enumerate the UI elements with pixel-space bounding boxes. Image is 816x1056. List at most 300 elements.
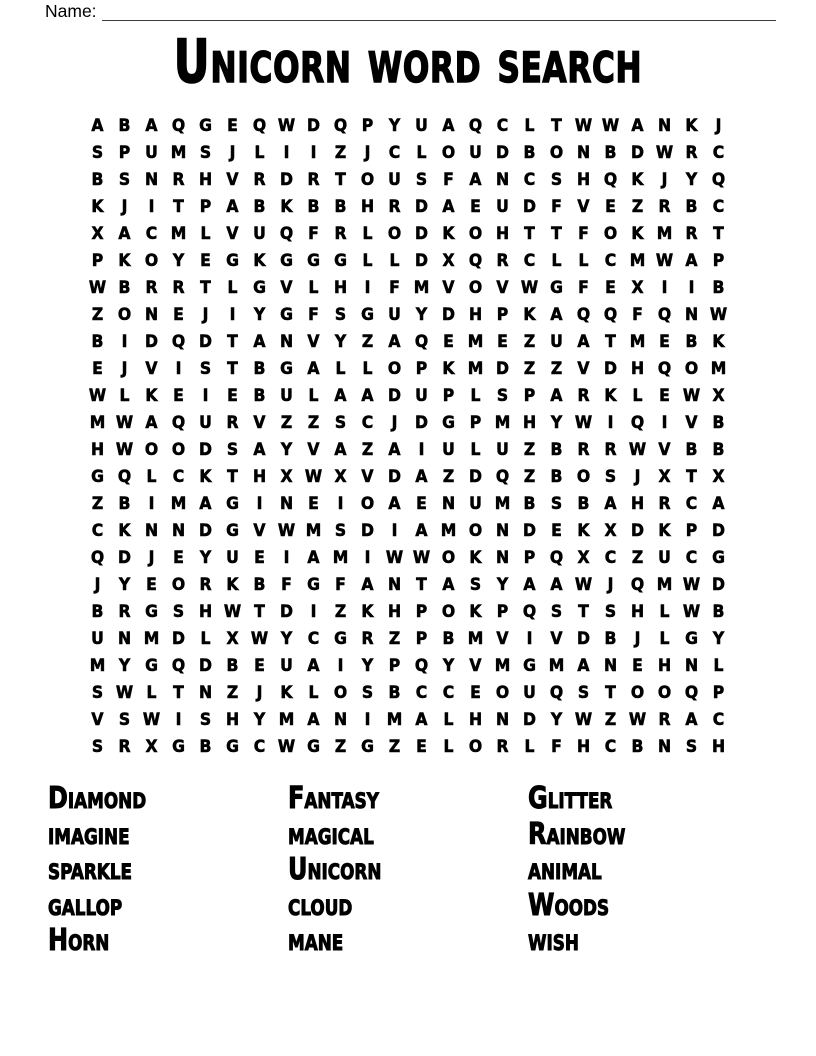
grid-letter-r22-c1: S — [91, 682, 104, 703]
grid-letter-r20-c16: V — [496, 628, 509, 649]
word-list-column-3 — [528, 781, 768, 959]
word-item-horn: Horn — [48, 923, 110, 959]
grid-letter-r22-c19: S — [577, 682, 590, 703]
grid-letter-r2-c10: Z — [334, 142, 347, 163]
grid-letter-r1-c15: Q — [468, 115, 483, 136]
grid-letter-r10-c20: D — [604, 358, 617, 379]
grid-letter-r2-c9: I — [310, 142, 317, 163]
grid-letter-r10-c12: O — [387, 358, 402, 379]
grid-letter-r18-c13: T — [416, 574, 427, 595]
grid-letter-r6-c20: C — [604, 250, 617, 271]
grid-letter-r10-c8: G — [280, 358, 293, 379]
grid-letter-r4-c15: E — [470, 196, 481, 217]
grid-letter-r17-c24: G — [712, 547, 725, 568]
grid-letter-r11-c7: B — [253, 385, 266, 406]
grid-letter-r2-c11: J — [364, 142, 371, 163]
name-label: Name: — [45, 1, 97, 21]
grid-letter-r22-c10: O — [333, 682, 348, 703]
grid-letter-r8-c8: G — [280, 304, 293, 325]
grid-letter-r23-c7: Y — [253, 709, 266, 730]
grid-letter-r20-c18: V — [550, 628, 563, 649]
grid-letter-r10-c5: S — [199, 358, 212, 379]
grid-letter-r12-c19: W — [574, 412, 593, 433]
grid-letter-r2-c15: U — [469, 142, 482, 163]
grid-letter-r16-c16: N — [495, 520, 510, 541]
grid-letter-r5-c4: M — [170, 223, 187, 244]
grid-letter-r24-c24: H — [711, 736, 726, 757]
grid-letter-r13-c9: V — [307, 439, 320, 460]
grid-letter-r20-c2: N — [117, 628, 132, 649]
grid-letter-r17-c3: J — [148, 547, 155, 568]
page-title: Unicorn word search — [173, 27, 643, 97]
grid-letter-r24-c4: G — [172, 736, 185, 757]
grid-letter-r23-c8: M — [278, 709, 295, 730]
grid-letter-r20-c3: M — [143, 628, 160, 649]
grid-letter-r4-c12: R — [388, 196, 401, 217]
grid-letter-r16-c11: D — [361, 520, 374, 541]
grid-letter-r3-c17: C — [523, 169, 536, 190]
grid-letter-r13-c10: A — [334, 439, 347, 460]
grid-letter-r4-c3: I — [148, 196, 155, 217]
grid-letter-r17-c18: Q — [549, 547, 564, 568]
grid-letter-r14-c19: O — [576, 466, 591, 487]
grid-letter-r6-c19: L — [578, 250, 589, 271]
grid-letter-r9-c4: Q — [171, 331, 186, 352]
grid-letter-r4-c5: P — [199, 196, 212, 217]
grid-letter-r13-c3: O — [144, 439, 159, 460]
grid-letter-r1-c19: W — [574, 115, 593, 136]
grid-letter-r14-c14: Z — [442, 466, 455, 487]
grid-letter-r1-c20: W — [601, 115, 620, 136]
grid-letter-r9-c3: D — [145, 331, 158, 352]
grid-letter-r4-c23: B — [685, 196, 698, 217]
grid-letter-r8-c6: I — [229, 304, 236, 325]
grid-letter-r5-c18: T — [551, 223, 562, 244]
grid-letter-r9-c17: Z — [523, 331, 536, 352]
grid-letter-r12-c17: H — [522, 412, 537, 433]
grid-letter-r21-c22: H — [657, 655, 672, 676]
grid-letter-r18-c5: R — [199, 574, 212, 595]
grid-letter-r11-c5: I — [202, 385, 209, 406]
grid-letter-r12-c4: Q — [171, 412, 186, 433]
grid-letter-r14-c4: C — [172, 466, 185, 487]
grid-letter-r22-c11: S — [361, 682, 374, 703]
grid-letter-r5-c16: H — [495, 223, 510, 244]
word-item-fantasy: Fantasy — [288, 781, 379, 816]
grid-letter-r5-c19: F — [578, 223, 589, 244]
grid-letter-r4-c1: K — [91, 196, 104, 217]
grid-letter-r20-c13: P — [415, 628, 428, 649]
grid-letter-r22-c12: B — [388, 682, 401, 703]
grid-letter-r13-c19: R — [577, 439, 590, 460]
grid-letter-r16-c17: D — [523, 520, 536, 541]
grid-letter-r18-c14: A — [442, 574, 455, 595]
grid-letter-r9-c1: B — [91, 331, 104, 352]
grid-letter-r14-c5: K — [199, 466, 212, 487]
grid-letter-r4-c24: C — [712, 196, 725, 217]
grid-letter-r9-c24: K — [712, 331, 725, 352]
word-item-magical: magical — [288, 816, 374, 852]
grid-letter-r4-c10: B — [334, 196, 347, 217]
grid-letter-r15-c3: I — [148, 493, 155, 514]
grid-letter-r20-c6: X — [226, 628, 239, 649]
grid-letter-r7-c6: L — [227, 277, 238, 298]
grid-letter-r13-c2: W — [115, 439, 134, 460]
grid-letter-r14-c11: V — [361, 466, 374, 487]
grid-letter-r11-c2: L — [119, 385, 130, 406]
grid-letter-r7-c23: I — [688, 277, 695, 298]
grid-letter-r14-c13: A — [415, 466, 428, 487]
grid-letter-r11-c1: W — [88, 385, 107, 406]
grid-letter-r24-c6: G — [226, 736, 239, 757]
grid-letter-r11-c3: K — [145, 385, 158, 406]
grid-letter-r8-c22: Q — [657, 304, 672, 325]
grid-letter-r17-c4: E — [173, 547, 184, 568]
grid-letter-r3-c15: A — [469, 169, 482, 190]
grid-letter-r10-c1: E — [92, 358, 103, 379]
grid-letter-r14-c22: X — [658, 466, 671, 487]
grid-letter-r10-c16: D — [496, 358, 509, 379]
grid-letter-r11-c22: E — [659, 385, 670, 406]
grid-letter-r18-c17: A — [523, 574, 536, 595]
word-item-rainbow: Rainbow — [528, 816, 626, 852]
grid-letter-r5-c20: O — [603, 223, 618, 244]
grid-letter-r23-c18: Y — [550, 709, 563, 730]
grid-letter-r15-c5: A — [199, 493, 212, 514]
grid-letter-r9-c5: D — [199, 331, 212, 352]
grid-letter-r8-c10: S — [334, 304, 347, 325]
grid-letter-r16-c3: N — [144, 520, 159, 541]
grid-letter-r7-c7: G — [253, 277, 266, 298]
grid-letter-r2-c8: I — [283, 142, 290, 163]
grid-letter-r15-c24: A — [712, 493, 725, 514]
grid-letter-r24-c7: C — [253, 736, 266, 757]
grid-letter-r17-c8: I — [283, 547, 290, 568]
grid-letter-r1-c16: C — [496, 115, 509, 136]
grid-letter-r21-c19: A — [577, 655, 590, 676]
grid-letter-r24-c16: R — [496, 736, 509, 757]
grid-letter-r21-c18: M — [548, 655, 565, 676]
grid-letter-r24-c20: C — [604, 736, 617, 757]
grid-letter-r20-c24: Y — [712, 628, 725, 649]
grid-letter-r22-c18: Q — [549, 682, 564, 703]
grid-letter-r12-c15: P — [469, 412, 482, 433]
grid-letter-r21-c1: M — [89, 655, 106, 676]
grid-letter-r24-c15: O — [468, 736, 483, 757]
grid-letter-r8-c11: G — [361, 304, 374, 325]
grid-letter-r17-c2: D — [118, 547, 131, 568]
grid-letter-r4-c22: R — [658, 196, 671, 217]
grid-letter-r17-c14: O — [441, 547, 456, 568]
grid-letter-r13-c17: Z — [523, 439, 536, 460]
grid-letter-r14-c20: S — [604, 466, 617, 487]
grid-letter-r19-c18: S — [550, 601, 563, 622]
grid-letter-r5-c12: O — [387, 223, 402, 244]
grid-letter-r22-c20: T — [605, 682, 616, 703]
grid-letter-r1-c3: A — [145, 115, 158, 136]
word-list-column-1 — [48, 781, 288, 959]
grid-letter-r4-c21: Z — [631, 196, 644, 217]
grid-letter-r9-c16: E — [497, 331, 508, 352]
grid-letter-r21-c16: M — [494, 655, 511, 676]
grid-letter-r7-c4: R — [172, 277, 185, 298]
grid-letter-r1-c21: A — [631, 115, 644, 136]
grid-letter-r23-c4: I — [175, 709, 182, 730]
grid-letter-r14-c2: Q — [117, 466, 132, 487]
grid-letter-r7-c3: R — [145, 277, 158, 298]
grid-letter-r9-c2: I — [121, 331, 128, 352]
grid-letter-r3-c20: Q — [603, 169, 618, 190]
grid-letter-r11-c13: U — [415, 385, 428, 406]
grid-letter-r6-c17: C — [523, 250, 536, 271]
grid-letter-r9-c8: N — [279, 331, 294, 352]
grid-letter-r9-c6: T — [227, 331, 238, 352]
grid-letter-r13-c4: O — [171, 439, 186, 460]
grid-letter-r14-c8: X — [280, 466, 293, 487]
grid-letter-r5-c6: V — [226, 223, 239, 244]
grid-letter-r15-c13: E — [416, 493, 427, 514]
grid-letter-r12-c8: Z — [280, 412, 293, 433]
grid-letter-r9-c22: E — [659, 331, 670, 352]
grid-letter-r23-c15: H — [468, 709, 483, 730]
grid-letter-r7-c14: V — [442, 277, 455, 298]
grid-letter-r5-c11: L — [362, 223, 373, 244]
grid-letter-r7-c16: V — [496, 277, 509, 298]
grid-letter-r17-c6: U — [226, 547, 239, 568]
grid-letter-r10-c19: V — [577, 358, 590, 379]
grid-letter-r7-c15: O — [468, 277, 483, 298]
grid-letter-r24-c18: F — [551, 736, 562, 757]
grid-letter-r17-c16: N — [495, 547, 510, 568]
grid-letter-r4-c9: B — [307, 196, 320, 217]
grid-letter-r12-c22: I — [661, 412, 668, 433]
grid-letter-r16-c1: C — [91, 520, 104, 541]
grid-letter-r20-c5: L — [200, 628, 211, 649]
grid-letter-r11-c23: W — [682, 385, 701, 406]
grid-letter-r18-c21: Q — [630, 574, 645, 595]
word-item-mane: mane — [288, 923, 344, 959]
grid-letter-r1-c13: U — [415, 115, 428, 136]
grid-letter-r2-c4: M — [170, 142, 187, 163]
grid-letter-r6-c18: L — [551, 250, 562, 271]
grid-letter-r20-c11: R — [361, 628, 374, 649]
grid-letter-r16-c21: D — [631, 520, 644, 541]
grid-letter-r19-c7: T — [254, 601, 265, 622]
grid-letter-r21-c4: Q — [171, 655, 186, 676]
grid-letter-r21-c21: E — [632, 655, 643, 676]
grid-letter-r22-c24: P — [712, 682, 725, 703]
grid-letter-r21-c7: E — [254, 655, 265, 676]
grid-letter-r12-c3: A — [145, 412, 158, 433]
grid-letter-r15-c8: N — [279, 493, 294, 514]
grid-letter-r3-c14: F — [443, 169, 454, 190]
grid-letter-r17-c20: C — [604, 547, 617, 568]
grid-letter-r5-c22: M — [656, 223, 673, 244]
grid-letter-r24-c2: R — [118, 736, 131, 757]
grid-letter-r7-c19: F — [578, 277, 589, 298]
grid-letter-r15-c20: A — [604, 493, 617, 514]
grid-letter-r14-c18: B — [550, 466, 563, 487]
grid-letter-r11-c21: L — [632, 385, 643, 406]
grid-letter-r22-c16: O — [495, 682, 510, 703]
grid-letter-r16-c7: V — [253, 520, 266, 541]
grid-letter-r13-c16: U — [496, 439, 509, 460]
grid-letter-r10-c17: Z — [523, 358, 536, 379]
grid-letter-r2-c16: D — [496, 142, 509, 163]
grid-letter-r23-c11: I — [364, 709, 371, 730]
grid-letter-r22-c2: W — [115, 682, 134, 703]
grid-letter-r21-c5: D — [199, 655, 212, 676]
grid-letter-r11-c16: S — [496, 385, 509, 406]
grid-letter-r17-c22: U — [658, 547, 671, 568]
grid-letter-r14-c23: T — [686, 466, 697, 487]
grid-letter-r6-c21: M — [629, 250, 646, 271]
grid-letter-r18-c15: S — [469, 574, 482, 595]
word-list-column-2 — [288, 781, 528, 959]
grid-letter-r18-c11: A — [361, 574, 374, 595]
grid-letter-r23-c13: A — [415, 709, 428, 730]
grid-letter-r11-c11: A — [361, 385, 374, 406]
grid-letter-r22-c21: O — [630, 682, 645, 703]
grid-letter-r7-c18: G — [550, 277, 563, 298]
grid-letter-r9-c7: A — [253, 331, 266, 352]
grid-letter-r3-c2: S — [118, 169, 131, 190]
grid-letter-r22-c3: L — [146, 682, 157, 703]
grid-letter-r22-c15: E — [470, 682, 481, 703]
grid-letter-r7-c12: F — [389, 277, 400, 298]
grid-letter-r17-c12: W — [385, 547, 404, 568]
grid-letter-r1-c4: Q — [171, 115, 186, 136]
grid-letter-r6-c16: R — [496, 250, 509, 271]
grid-letter-r22-c7: J — [256, 682, 263, 703]
grid-letter-r19-c14: O — [441, 601, 456, 622]
grid-letter-r5-c23: R — [685, 223, 698, 244]
grid-letter-r21-c6: B — [226, 655, 239, 676]
grid-letter-r13-c18: B — [550, 439, 563, 460]
grid-letter-r13-c21: W — [628, 439, 647, 460]
grid-letter-r14-c3: L — [146, 466, 157, 487]
grid-letter-r7-c13: M — [413, 277, 430, 298]
grid-letter-r8-c15: H — [468, 304, 483, 325]
grid-letter-r21-c13: Q — [414, 655, 429, 676]
grid-letter-r9-c9: V — [307, 331, 320, 352]
grid-letter-r2-c5: S — [199, 142, 212, 163]
grid-letter-r6-c1: P — [91, 250, 104, 271]
grid-letter-r8-c18: A — [550, 304, 563, 325]
grid-letter-r6-c3: O — [144, 250, 159, 271]
grid-letter-r17-c13: W — [412, 547, 431, 568]
grid-letter-r12-c16: M — [494, 412, 511, 433]
grid-letter-r19-c22: L — [659, 601, 670, 622]
grid-letter-r7-c5: T — [200, 277, 211, 298]
grid-letter-r17-c10: M — [332, 547, 349, 568]
grid-letter-r11-c6: E — [227, 385, 238, 406]
grid-letter-r13-c5: D — [199, 439, 212, 460]
grid-letter-r5-c8: Q — [279, 223, 294, 244]
grid-letter-r19-c17: Q — [522, 601, 537, 622]
grid-letter-r21-c23: N — [684, 655, 699, 676]
grid-letter-r19-c23: W — [682, 601, 701, 622]
grid-letter-r5-c2: A — [118, 223, 131, 244]
grid-letter-r1-c22: N — [657, 115, 672, 136]
grid-letter-r9-c20: T — [605, 331, 616, 352]
grid-letter-r18-c9: G — [307, 574, 320, 595]
grid-letter-r15-c7: I — [256, 493, 263, 514]
grid-letter-r17-c15: K — [469, 547, 482, 568]
grid-letter-r24-c17: L — [524, 736, 535, 757]
grid-letter-r6-c22: W — [655, 250, 674, 271]
grid-letter-r6-c12: L — [389, 250, 400, 271]
grid-letter-r3-c24: Q — [711, 169, 726, 190]
grid-letter-r18-c2: Y — [118, 574, 131, 595]
grid-letter-r18-c23: W — [682, 574, 701, 595]
grid-letter-r22-c4: T — [173, 682, 184, 703]
word-list — [48, 781, 768, 959]
grid-letter-r20-c4: D — [172, 628, 185, 649]
grid-letter-r6-c24: P — [712, 250, 725, 271]
grid-letter-r16-c5: D — [199, 520, 212, 541]
grid-letter-r5-c5: L — [200, 223, 211, 244]
grid-letter-r2-c1: S — [91, 142, 104, 163]
grid-letter-r10-c24: M — [710, 358, 727, 379]
grid-letter-r21-c3: G — [145, 655, 158, 676]
grid-letter-r23-c5: S — [199, 709, 212, 730]
grid-letter-r20-c22: L — [659, 628, 670, 649]
grid-letter-r4-c2: J — [121, 196, 128, 217]
grid-letter-r12-c1: M — [89, 412, 106, 433]
grid-letter-r8-c24: W — [709, 304, 728, 325]
grid-letter-r22-c6: Z — [226, 682, 239, 703]
grid-letter-r21-c12: P — [388, 655, 401, 676]
grid-letter-r5-c14: K — [442, 223, 455, 244]
grid-letter-r11-c19: R — [577, 385, 590, 406]
grid-letter-r6-c9: G — [307, 250, 320, 271]
grid-letter-r13-c24: B — [712, 439, 725, 460]
grid-letter-r9-c10: Y — [334, 331, 347, 352]
grid-letter-r15-c16: M — [494, 493, 511, 514]
grid-letter-r17-c19: X — [577, 547, 590, 568]
grid-letter-r4-c11: H — [360, 196, 375, 217]
grid-letter-r18-c4: O — [171, 574, 186, 595]
grid-letter-r11-c9: L — [308, 385, 319, 406]
grid-letter-r15-c22: R — [658, 493, 671, 514]
grid-letter-r19-c20: S — [604, 601, 617, 622]
grid-letter-r20-c8: Y — [280, 628, 293, 649]
grid-letter-r3-c3: N — [144, 169, 159, 190]
grid-letter-r2-c13: L — [416, 142, 427, 163]
grid-letter-r15-c18: S — [550, 493, 563, 514]
grid-letter-r16-c10: S — [334, 520, 347, 541]
grid-letter-r14-c12: D — [388, 466, 401, 487]
grid-letter-r19-c16: P — [496, 601, 509, 622]
grid-letter-r18-c1: J — [94, 574, 101, 595]
grid-letter-r11-c10: A — [334, 385, 347, 406]
grid-letter-r11-c14: P — [442, 385, 455, 406]
grid-letter-r13-c1: H — [90, 439, 105, 460]
grid-letter-r3-c9: R — [307, 169, 320, 190]
grid-letter-r16-c15: O — [468, 520, 483, 541]
grid-letter-r21-c11: Y — [361, 655, 374, 676]
grid-letter-r23-c3: W — [142, 709, 161, 730]
grid-letter-r4-c18: F — [551, 196, 562, 217]
grid-letter-r6-c6: G — [226, 250, 239, 271]
grid-letter-r22-c22: O — [657, 682, 672, 703]
grid-letter-r14-c9: W — [304, 466, 323, 487]
grid-letter-r24-c9: G — [307, 736, 320, 757]
grid-letter-r21-c17: G — [523, 655, 536, 676]
grid-letter-r22-c9: L — [308, 682, 319, 703]
grid-letter-r12-c9: Z — [307, 412, 320, 433]
